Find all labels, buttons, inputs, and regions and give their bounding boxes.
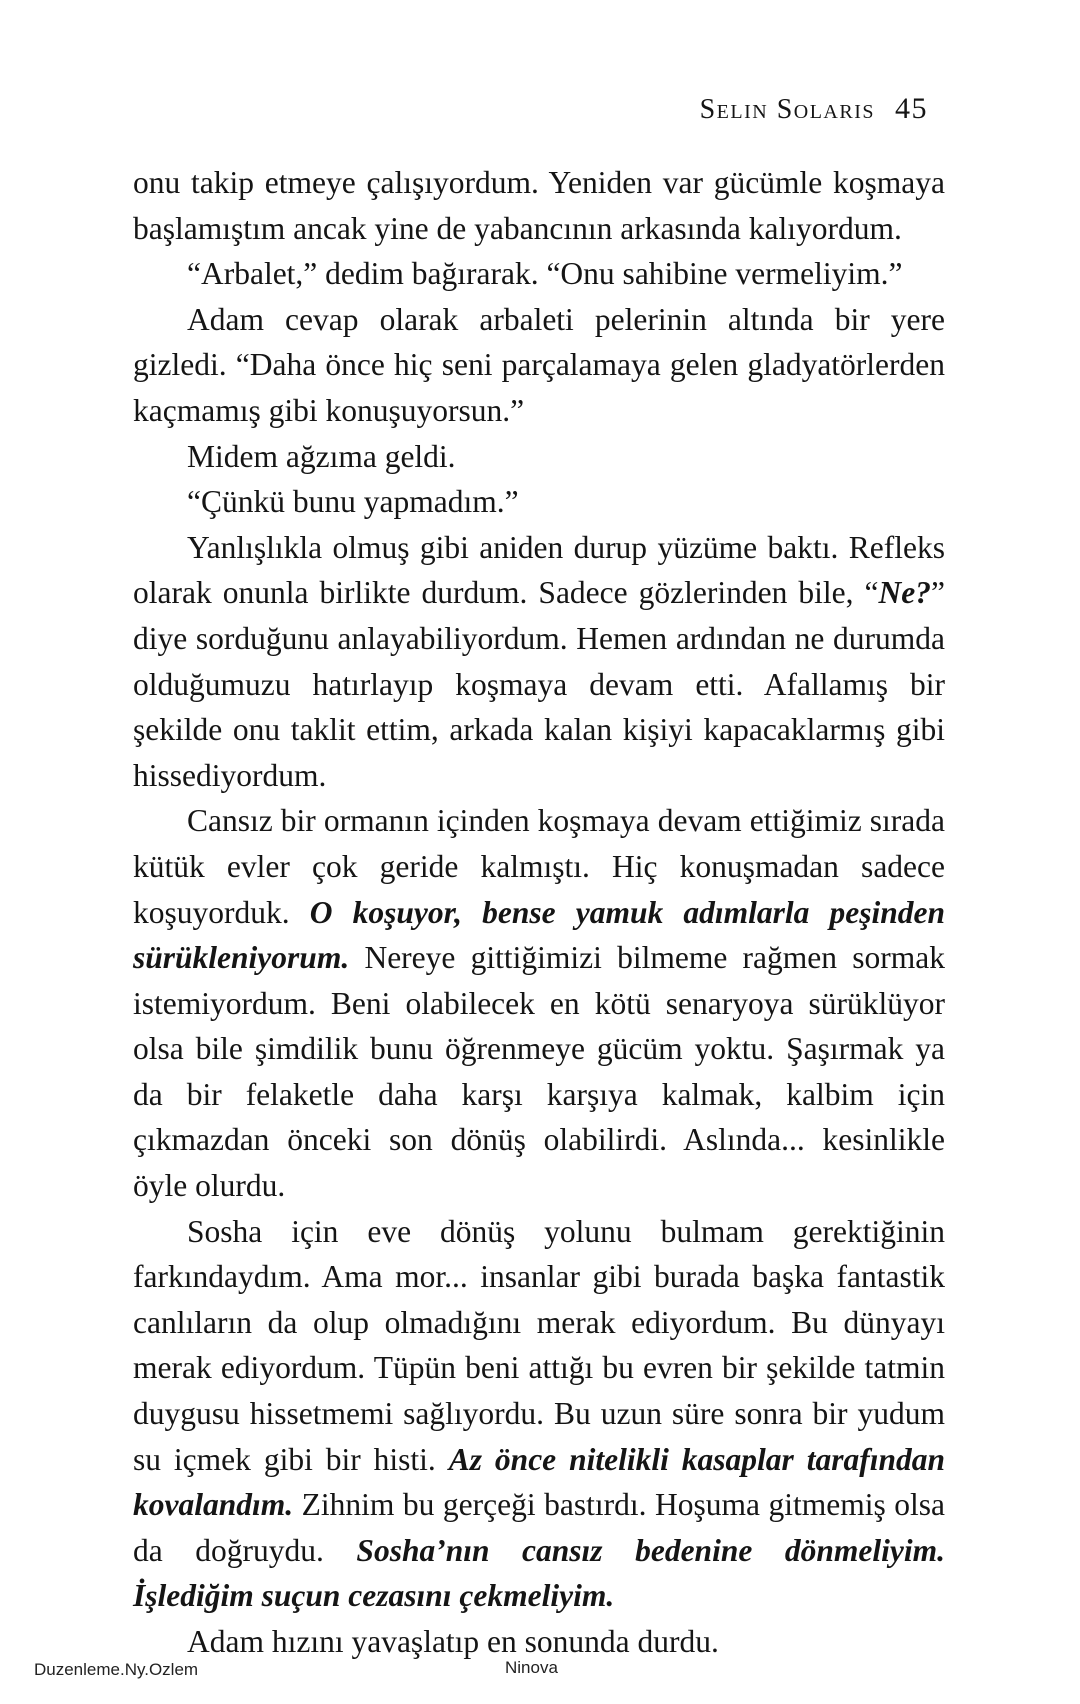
paragraph-text: ” diye sorduğunu anlayabiliyordum. Hemen ardından ne durumda olduğumuzu hatırlayıp koşmaya devam etti. Afallamış bir şekilde onu taklit ettim, arkada kalan kişiyi kapacaklarmış gibi hissediyordum. — [133, 575, 945, 793]
paragraph-text: Midem ağzıma geldi. — [187, 438, 456, 474]
paragraph-text: Sosha için eve dönüş yolunu bulmam gerektiğinin farkındaydım. Ama mor... insanlar gibi burada başka fantastik canlıların da olup olmadığını merak ediyordum. Bu dünyayı merak ediyordum. Tüpün beni attığı bu evren bir şekilde tatmin duygusu hissetmemi sağlıyordu. Bu uzun süre sonra bir yudum su içmek gibi bir histi. — [133, 1213, 945, 1477]
paragraph-text: Zihnim bu gerçeği bastırdı. Hoşuma gitmemiş olsa da doğruydu. — [133, 1487, 945, 1568]
paragraph — [133, 160, 945, 251]
paragraph-text: onu takip etmeye çalışıyordum. Yeniden var gücümle koşmaya başlamıştım ancak yine de yabancının arkasında kalıyordum. — [133, 165, 945, 246]
emphasis-text: Sosha’nın cansız bedenine dönmeliyim. İşlediğim suçun cezasını çekmeliyim. — [133, 1532, 945, 1614]
paragraph-text: Adam cevap olarak arbaleti pelerinin altında bir yere gizledi. “Daha önce hiç seni parçalamaya gelen gladyatörlerden kaçmamış gibi konuşuyorsun.” — [133, 301, 945, 428]
emphasis-text: Az önce nitelikli kasaplar tarafından kovalandım. — [133, 1441, 945, 1523]
footer-publisher: Ninova — [505, 1658, 558, 1677]
paragraph-text: Cansız bir ormanın içinden koşmaya devam ettiğimiz sırada kütük evler çok geride kalmıştı. Hiç konuşmadan sadece koşuyorduk. — [133, 803, 945, 930]
running-head — [700, 92, 928, 126]
paragraph-text: “Çünkü bunu yapmadım.” — [187, 484, 519, 520]
emphasis-text: Ne? — [878, 575, 932, 611]
paragraph — [133, 1209, 945, 1619]
page-number: 45 — [895, 92, 928, 125]
paragraph — [133, 479, 945, 525]
paragraph — [133, 525, 945, 799]
emphasis-text: O koşuyor, bense yamuk adımlarla peşinden sürükleniyorum. — [133, 894, 946, 976]
paragraph-text: Nereye gittiğimizi bilmeme rağmen sormak istemiyordum. Beni olabilecek en kötü senaryoya sürüklüyor olsa bile şimdilik bunu öğrenmeye gücüm yoktu. Şaşırmak ya da bir felaketle daha karşı karşıya kalmak, kalbim için çıkmazdan önceki son dönüş olabilirdi. Aslında... kesinlikle öyle olurdu. — [133, 940, 945, 1204]
paragraph — [133, 297, 945, 434]
paragraph-text: “Arbalet,” dedim bağırarak. “Onu sahibine vermeliyim.” — [187, 256, 903, 292]
paragraph — [133, 434, 945, 480]
paragraph — [133, 798, 945, 1208]
paragraph — [133, 251, 945, 297]
running-head-author: Selin Solaris — [699, 94, 875, 125]
body-text — [133, 160, 945, 1665]
paragraph-text: Yanlışlıkla olmuş gibi aniden durup yüzüme baktı. Refleks olarak onunla birlikte durdum. Sadece gözlerinden bile, “ — [133, 529, 945, 611]
paragraph-text: Adam hızını yavaşlatıp en sonunda durdu. — [187, 1624, 719, 1659]
footer-credit: Duzenleme.Ny.Ozlem — [34, 1660, 199, 1679]
